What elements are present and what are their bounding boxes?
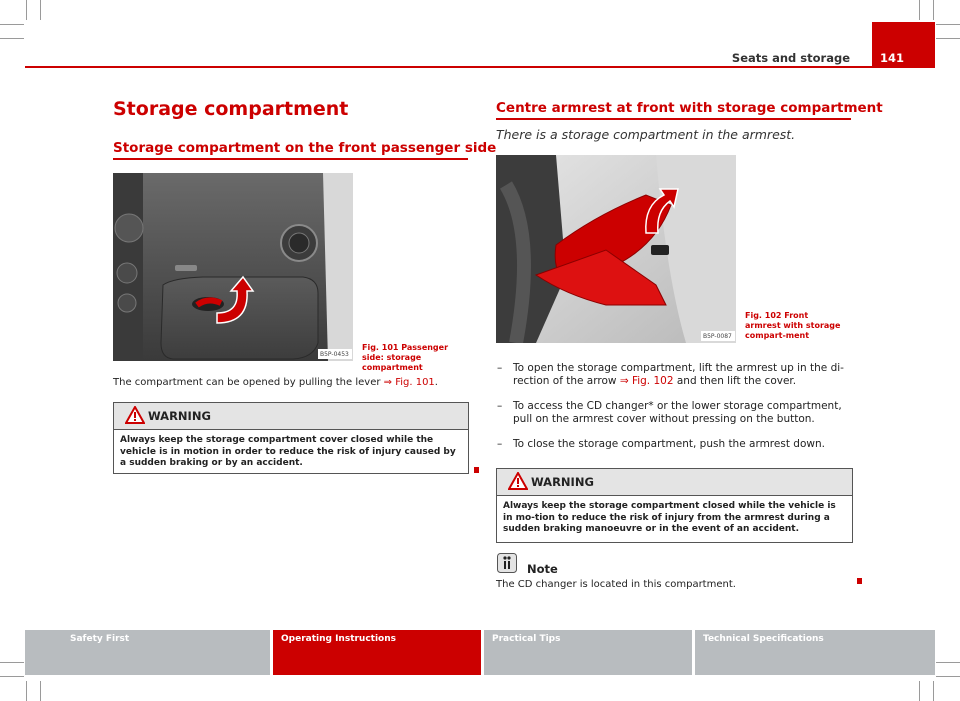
warning-triangle-icon <box>125 406 145 424</box>
section-heading-armrest: Centre armrest at front with storage compartment <box>496 100 883 116</box>
nav-tab-technical-specifications[interactable] <box>695 630 935 675</box>
crop-mark <box>26 0 27 20</box>
crop-mark <box>26 681 27 701</box>
warning-title: WARNING <box>531 475 594 489</box>
step-text: To access the CD changer* or the lower storage compartment, pull on the armrest cover without pressing on the button. <box>513 400 842 425</box>
body-text: The compartment can be opened by pulling the lever <box>113 377 384 388</box>
step-text: To close the storage compartment, push the armrest down. <box>513 438 825 450</box>
step-text-end: and then lift the cover. <box>673 375 797 387</box>
step-dash: – <box>497 362 503 374</box>
crop-mark <box>936 676 960 677</box>
warning-triangle-icon <box>508 472 528 490</box>
figure-caption: Fig. 102 Front armrest with storage compart-ment <box>745 311 841 340</box>
nav-tab-label: Technical Specifications <box>703 634 824 644</box>
crop-mark <box>0 676 24 677</box>
instruction-step <box>497 438 857 453</box>
step-dash: – <box>497 400 503 412</box>
crop-mark <box>919 681 920 701</box>
section-end-mark <box>857 578 862 584</box>
header-rule <box>25 66 935 68</box>
crop-mark <box>936 24 960 25</box>
body-text-end: . <box>434 377 438 388</box>
crop-mark <box>936 38 960 39</box>
heading-rule <box>496 118 851 120</box>
crop-mark <box>0 24 24 25</box>
crop-mark <box>0 662 24 663</box>
nav-tab-practical-tips[interactable] <box>484 630 692 675</box>
step-text: To open the storage compartment, lift the armrest up in the di-rection of the arrow <box>513 362 844 387</box>
crop-mark <box>40 0 41 20</box>
figure-armrest-image <box>496 155 736 343</box>
note-title: Note <box>527 562 558 576</box>
warning-box <box>496 468 853 543</box>
warning-box <box>113 402 469 474</box>
warning-text: Always keep the storage compartment cover closed while the vehicle is in motion in order to reduce the risk of injury caused by a sudden braking or by an accident. <box>120 435 456 468</box>
nav-tab-label: Practical Tips <box>492 634 561 644</box>
section-subheading: Storage compartment on the front passenger side <box>113 140 497 156</box>
figure-image-code: B5P-0453 <box>320 351 349 358</box>
crop-mark <box>933 0 934 20</box>
figure-caption: Fig. 101 Passenger side: storage compartment <box>362 343 449 372</box>
section-subtitle: There is a storage compartment in the armrest. <box>496 127 796 142</box>
crop-mark <box>919 0 920 20</box>
subheading-rule <box>113 158 468 160</box>
crop-mark <box>933 681 934 701</box>
section-title: Seats and storage <box>731 51 850 65</box>
body-paragraph <box>113 376 473 389</box>
crop-mark <box>0 38 24 39</box>
crop-mark <box>40 681 41 701</box>
note-info-icon <box>497 553 517 573</box>
figure-link[interactable]: ⇒ Fig. 102 <box>619 375 674 387</box>
step-dash: – <box>497 438 503 450</box>
nav-tab-label: Safety First <box>70 634 130 644</box>
instruction-step <box>497 400 857 428</box>
section-end-mark <box>474 467 479 473</box>
warning-header <box>114 403 468 430</box>
page-heading: Storage compartment <box>113 98 349 120</box>
instruction-step <box>497 362 857 390</box>
nav-tab-label: Operating Instructions <box>281 634 397 644</box>
nav-tab-safety-first[interactable] <box>25 630 270 675</box>
note-text: The CD changer is located in this compartment. <box>496 579 736 590</box>
nav-tab-operating-instructions[interactable] <box>273 630 481 675</box>
figure-image-code: B5P-0087 <box>703 333 732 340</box>
figure-link[interactable]: ⇒ Fig. 101 <box>383 377 435 388</box>
warning-text: Always keep the storage compartment closed while the vehicle is in mo-tion to reduce the risk of injury from the armrest during a sudden braking manoeuvre or in the event of an accident. <box>503 501 836 534</box>
figure-glovebox-image <box>113 173 353 361</box>
page-number: 141 <box>880 51 905 65</box>
warning-title: WARNING <box>148 409 211 423</box>
warning-header <box>497 469 852 496</box>
crop-mark <box>936 662 960 663</box>
